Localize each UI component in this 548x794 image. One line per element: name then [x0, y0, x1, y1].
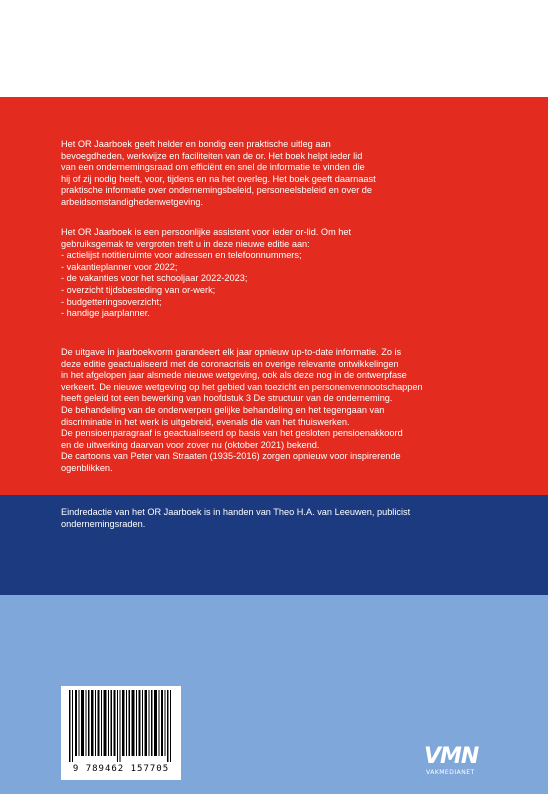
- barcode-bars-icon: [69, 690, 173, 762]
- text-line: bevoegdheden, werkwijze en faciliteiten van de or. Het boek helpt ieder lid: [61, 150, 363, 161]
- text-line: ogenblikken.: [61, 462, 113, 473]
- text-line: discriminatie in het werk is uitgebreid, evenals die van het thuiswerken.: [61, 416, 350, 427]
- text-line: praktische informatie over ondernemingsbeleid, personeelsbeleid en over de: [61, 185, 373, 196]
- top-white-band: [0, 0, 548, 97]
- publisher-logo: [424, 744, 490, 778]
- list-item: - budgetteringsoverzicht;: [61, 296, 162, 307]
- text-line: De cartoons van Peter van Straaten (1935-2016) zorgen opnieuw voor inspirerende: [61, 451, 401, 462]
- logo-tagline: VAKMEDIANET: [426, 769, 475, 776]
- text-line: Het OR Jaarboek geeft helder en bondig een praktische uitleg aan: [61, 139, 331, 149]
- text-line: van een ondernemingsraad om efficiënt en snel de informatie te vinden die: [61, 162, 365, 173]
- text-line: gebruiksgemak te vergroten treft u in deze nieuwe editie aan:: [61, 238, 310, 249]
- text-line: De uitgave in jaarboekvorm garandeert elk jaar opnieuw up-to-date informatie. Zo is: [61, 347, 402, 357]
- text-line: De pensioenparagraaf is geactualiseerd op basis van het gesloten pensioenakkoord: [61, 428, 403, 439]
- text-line: ondernemingsraden.: [61, 518, 146, 529]
- list-item: - vakantieplanner voor 2022;: [61, 261, 178, 272]
- isbn-barcode: [61, 686, 181, 780]
- text-line: Het OR Jaarboek is een persoonlijke assistent voor ieder or-lid. Om het: [61, 227, 352, 237]
- text-line: Eindredactie van het OR Jaarboek is in handen van Theo H.A. van Leeuwen, publicist: [61, 507, 411, 517]
- text-line: in het afgelopen jaar alsmede nieuwe wetgeving, ook als deze nog in de ontwerpfase: [61, 370, 407, 381]
- text-line: en de uitwerking daarvan voor zover nu (oktober 2021) bekend.: [61, 439, 320, 450]
- updates-paragraph: [61, 347, 501, 475]
- text-line: arbeidsomstandighedenwetgeving.: [61, 196, 203, 207]
- text-line: hij of zij nodig heeft, voor, tijdens en na het overleg. Het boek geeft daarnaast: [61, 173, 376, 184]
- list-item: - de vakanties voor het schooljaar 2022-2023;: [61, 273, 248, 284]
- isbn-number: 9 789462 157705: [72, 764, 170, 774]
- list-item: - overzicht tijdsbesteding van or-werk;: [61, 284, 216, 295]
- text-line: De behandeling van de onderwerpen gelijke behandeling en het tegengaan van: [61, 404, 385, 415]
- features-paragraph: [61, 227, 501, 320]
- text-line: heeft geleid tot een bewerking van hoofdstuk 3 De structuur van de onderneming.: [61, 393, 393, 404]
- list-item: - handige jaarplanner.: [61, 308, 150, 319]
- editor-paragraph: [61, 507, 501, 530]
- logo-wordmark: VMN: [424, 744, 479, 769]
- list-item: - actielijst notitieruimte voor adressen en telefoonnummers;: [61, 250, 302, 261]
- intro-paragraph: [61, 139, 501, 209]
- text-line: deze editie geactualiseerd met de coronacrisis en overige relevante ontwikkelingen: [61, 358, 399, 369]
- text-line: verkeert. De nieuwe wetgeving op het gebied van toezicht en personenvennootschappen: [61, 381, 423, 392]
